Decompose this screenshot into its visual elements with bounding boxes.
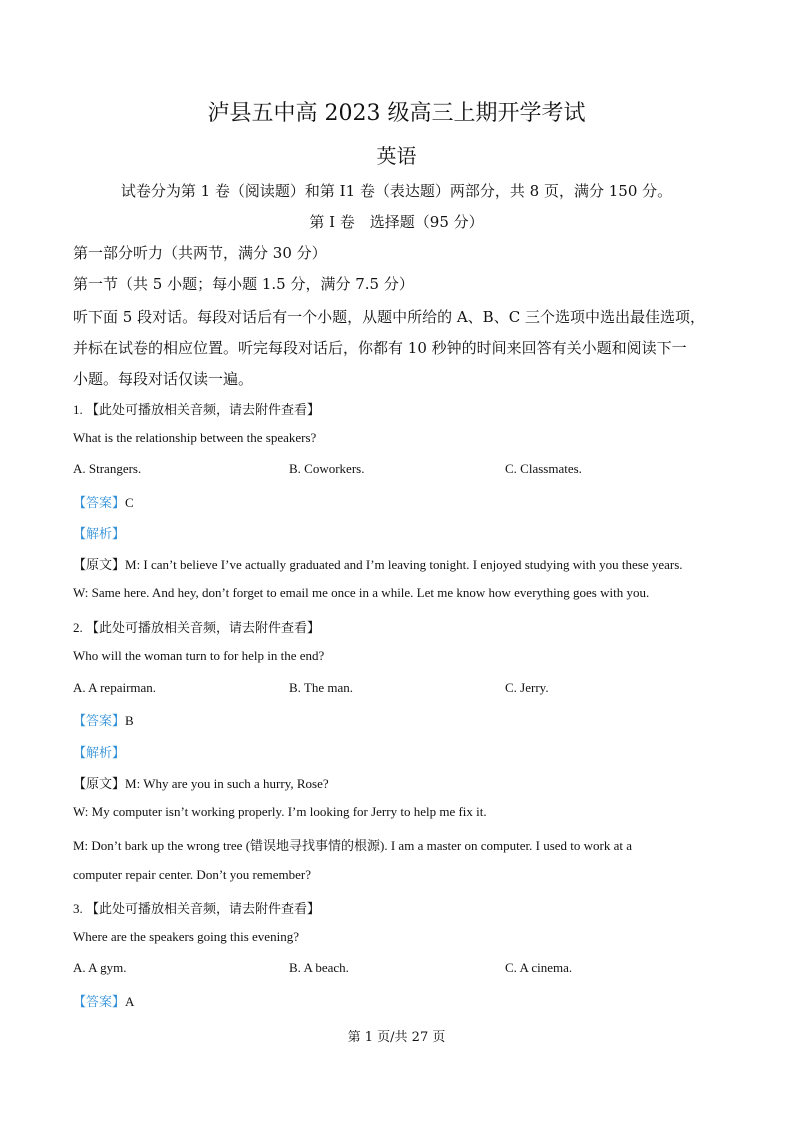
question-number: 2.: [73, 620, 83, 635]
question-number: 3.: [73, 901, 83, 916]
section-title: 第 I 卷 选择题（95 分）: [309, 213, 484, 231]
question-2-answer: [73, 710, 134, 729]
answer-label: 【答案】: [73, 994, 126, 1009]
question-2-text: Who will the woman turn to for help in the end?: [73, 648, 325, 663]
question-3-header: [73, 898, 320, 917]
instructions-line-1: 听下面 5 段对话。每段对话后有一个小题，从题中所给的 A、B、C 三个选项中选出最佳选项，: [73, 308, 705, 326]
question-2-option-c: C. Jerry.: [505, 680, 549, 695]
subject-title: 英语: [376, 144, 417, 168]
question-1-transcript-1: [73, 554, 683, 573]
original-label: 【原文】: [73, 776, 126, 791]
audio-link[interactable]: 【此处可播放相关音频，请去附件查看】: [86, 901, 321, 916]
question-2-option-a: A. A repairman.: [73, 680, 157, 695]
original-label: 【原文】: [73, 557, 126, 572]
question-number: 1.: [73, 402, 83, 417]
question-2-transcript-1: [73, 773, 329, 792]
question-3-option-c: C. A cinema.: [505, 960, 573, 975]
audio-link[interactable]: 【此处可播放相关音频，请去附件查看】: [86, 402, 321, 417]
question-2-transcript-2: W: My computer isn’t working properly. I’m looking for Jerry to help me fix it.: [73, 804, 487, 819]
transcript-text: M: Why are you in such a hurry, Rose?: [125, 776, 329, 791]
question-3-option-a: A. A gym.: [73, 960, 127, 975]
question-3-text: Where are the speakers going this evening?: [73, 929, 299, 944]
question-1-analysis-label: 【解析】: [73, 526, 126, 541]
question-2-transcript-3: M: Don’t bark up the wrong tree (错误地寻找事情的根源). I am a master on computer. I used to work at a: [73, 838, 633, 853]
instructions-line-2: 并标在试卷的相应位置。听完每段对话后，你都有 10 秒钟的时间来回答有关小题和阅读下一: [73, 339, 687, 357]
question-3-answer: [73, 991, 134, 1010]
instructions-line-3: 小题。每段对话仅读一遍。: [73, 370, 254, 388]
question-3-option-b: B. A beach.: [289, 960, 349, 975]
listening-section-title: 第一节（共 5 小题；每小题 1.5 分，满分 7.5 分）: [73, 275, 414, 293]
exam-title: 泸县五中高 2023 级高三上期开学考试: [207, 101, 586, 126]
audio-link[interactable]: 【此处可播放相关音频，请去附件查看】: [86, 620, 321, 635]
question-1-header: [73, 399, 320, 418]
question-1-transcript-2: W: Same here. And hey, don’t forget to email me once in a while. Let me know how everything goes with you.: [73, 585, 650, 600]
question-2-header: [73, 617, 320, 636]
listening-part-title: 第一部分听力（共两节，满分 30 分）: [73, 244, 327, 262]
question-1-option-c: C. Classmates.: [505, 461, 582, 476]
question-2-transcript-4: computer repair center. Don’t you remember?: [73, 867, 311, 882]
question-1-option-a: A. Strangers.: [73, 461, 142, 476]
exam-intro: 试卷分为第 1 卷（阅读题）和第 I1 卷（表达题）两部分，共 8 页，满分 150 分。: [120, 182, 673, 200]
answer-label: 【答案】: [73, 495, 126, 510]
answer-value: B: [125, 713, 134, 728]
answer-value: A: [125, 994, 135, 1009]
question-2-analysis-label: 【解析】: [73, 745, 126, 760]
question-2-option-b: B. The man.: [289, 680, 354, 695]
question-1-option-b: B. Coworkers.: [289, 461, 365, 476]
answer-value: C: [125, 495, 134, 510]
answer-label: 【答案】: [73, 713, 126, 728]
transcript-text: M: I can’t believe I’ve actually graduated and I’m leaving tonight. I enjoyed studying with you these years.: [125, 557, 683, 572]
question-1-text: What is the relationship between the speakers?: [73, 430, 317, 445]
page-footer: 第 1 页/共 27 页: [347, 1030, 446, 1045]
question-1-answer: [73, 492, 134, 511]
